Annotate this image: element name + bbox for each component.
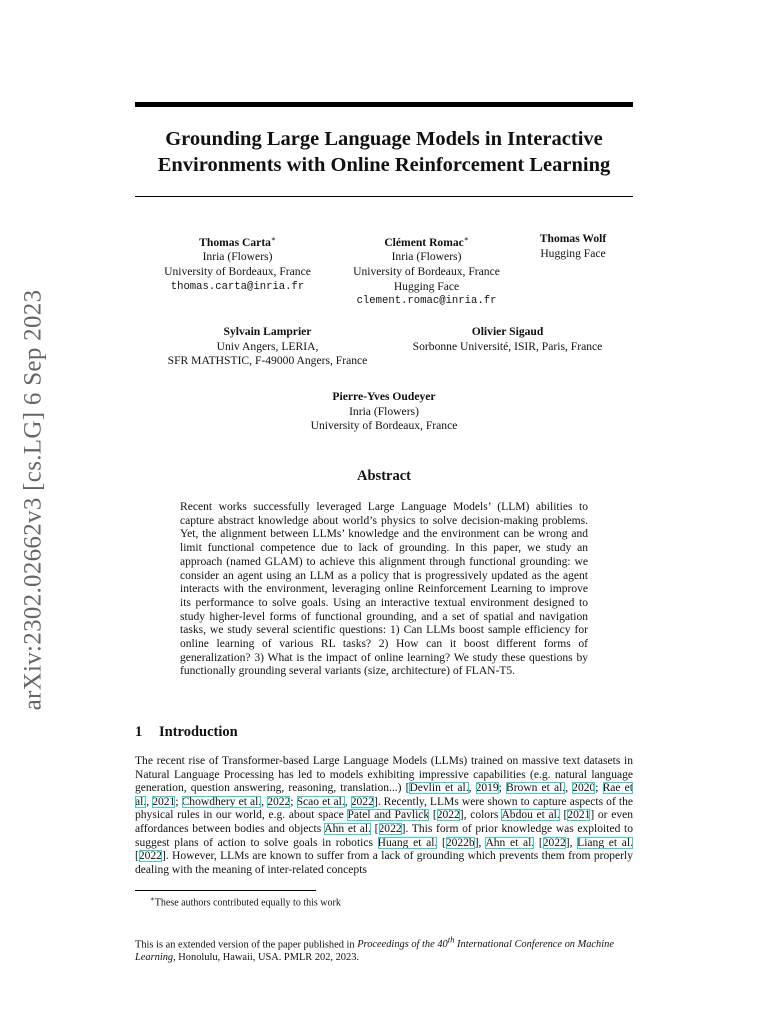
paper-title bbox=[135, 126, 633, 178]
citation-year-link[interactable]: 2022 bbox=[267, 795, 291, 808]
title-line-1: Grounding Large Language Models in Interactive bbox=[165, 128, 603, 150]
author-block bbox=[135, 232, 340, 294]
citation-link[interactable]: Patel and Pavlick bbox=[347, 809, 430, 822]
footnote-text: These authors contributed equally to this work bbox=[154, 897, 341, 909]
citation-link[interactable]: Ahn et al. bbox=[485, 836, 535, 849]
author-block bbox=[395, 325, 620, 354]
citation-year-link[interactable]: 2021 bbox=[567, 809, 591, 822]
author-affiliation: Sorbonne Université, ISIR, Paris, France bbox=[412, 339, 603, 353]
citation-link[interactable]: Huang et al. bbox=[377, 836, 438, 849]
citation-link[interactable]: Rae et al. bbox=[135, 782, 633, 808]
author-affiliation: University of Bordeaux, France bbox=[353, 265, 500, 279]
section-number: 1 bbox=[135, 724, 143, 740]
author-name: Thomas Carta∗ bbox=[199, 235, 276, 249]
author-block bbox=[334, 232, 519, 309]
author-block bbox=[525, 232, 621, 261]
author-affiliation: Hugging Face bbox=[393, 279, 460, 293]
intro-paragraph: The recent rise of Transformer-based Large Language Models (LLMs) trained on massive text datasets in Natural Language Processing has led to models exhibiting impressive capabilities (e.g. natural language generation, question answering, reasoning, translation...) [Devlin et al., 2019; Brown et al., 2020; Rae et al., 2021; Chowdhery et al., 2022; Scao et al., 2022]. Recently, LLMs were shown to capture aspects of the physical rules in our world, e.g. about space Patel and Pavlick [2022], colors Abdou et al. [2021] or even affordances between bodies and objects Ahn et al. [2022]. This form of prior knowledge was exploited to suggest plans of action to solve goals in robotics Huang et al. [2022b], Ahn et al. [2022], Liang et al. [2022]. However, LLMs are known to suffer from a lack of grounding which prevents them from properly dealing with the meaning of inter-related concepts bbox=[135, 755, 633, 876]
footnote-mark: ∗ bbox=[150, 895, 155, 903]
footnote bbox=[150, 895, 341, 908]
author-block bbox=[135, 325, 400, 369]
abstract-body: Recent works successfully leveraged Large Language Models’ (LLM) abilities to capture abstract knowledge about world’s physics to solve decision-making problems. Yet, the alignment between LLMs’ knowledge and the environment can be wrong and limit functional competence due to lack of grounding. In this paper, we study an approach (named GLAM) to achieve this alignment through functional grounding: we consider an agent using an LLM as a policy that is progressively updated as the agent interacts with the environment, leveraging online Reinforcement Learning to improve its performance to solve goals. Using an interactive textual environment designed to study higher-level forms of functional grounding, and a set of spatial and navigation tasks, we study several scientific questions: 1) Can LLMs boost sample efficiency for online learning of various RL tasks? 2) How can it boost different forms of generalization? 3) What is the impact of online learning? We study these questions by functionally grounding several variants (size, architecture) of FLAN-T5. bbox=[180, 501, 588, 678]
venue-name: Proceedings of the 40th International Conference on Machine Learning bbox=[135, 935, 614, 963]
citation-link[interactable]: Chowdhery et al. bbox=[181, 795, 262, 808]
abstract-heading: Abstract bbox=[357, 468, 411, 484]
citation-year-link[interactable]: 2022 bbox=[542, 836, 566, 849]
citation-link[interactable]: Scao et al. bbox=[296, 795, 345, 808]
author-email[interactable]: thomas.carta@inria.fr bbox=[170, 280, 305, 293]
citation-year-link[interactable]: 2022b bbox=[445, 836, 475, 849]
citation-year-link[interactable]: 2022 bbox=[138, 850, 162, 863]
citation-link[interactable]: Liang et al. bbox=[577, 836, 633, 849]
section-heading bbox=[135, 724, 238, 741]
citation-year-link[interactable]: 2022 bbox=[378, 822, 402, 835]
author-affiliation: SFR MATHSTIC, F-49000 Angers, France bbox=[167, 354, 368, 368]
author-affiliation: Inria (Flowers) bbox=[202, 250, 273, 264]
citation-link[interactable]: Brown et al. bbox=[506, 782, 566, 795]
author-name: Pierre-Yves Oudeyer bbox=[332, 390, 436, 403]
title-bottom-rule bbox=[135, 196, 633, 197]
citation-year-link[interactable]: 2020 bbox=[572, 782, 596, 795]
section-title: Introduction bbox=[159, 724, 238, 740]
citation-link[interactable]: Abdou et al. bbox=[501, 809, 560, 822]
arxiv-stamp bbox=[14, 285, 52, 715]
author-email[interactable]: clement.romac@inria.fr bbox=[356, 295, 497, 308]
citation-year-link[interactable]: 2022 bbox=[436, 809, 460, 822]
author-affiliation: Hugging Face bbox=[540, 246, 606, 260]
author-name: Sylvain Lamprier bbox=[223, 325, 312, 338]
citation-link[interactable]: Devlin et al. bbox=[409, 782, 469, 795]
author-name: Clément Romac∗ bbox=[384, 235, 469, 249]
author-affiliation: University of Bordeaux, France bbox=[164, 265, 311, 279]
author-affiliation: University of Bordeaux, France bbox=[310, 419, 458, 433]
author-affiliation: Inria (Flowers) bbox=[349, 404, 419, 418]
title-top-rule bbox=[135, 102, 633, 107]
citation-year-link[interactable]: 2019 bbox=[475, 782, 499, 795]
title-line-2: Environments with Online Reinforcement Learning bbox=[157, 154, 611, 176]
citation-link[interactable]: Ahn et al. bbox=[324, 822, 372, 835]
author-affiliation: Inria (Flowers) bbox=[391, 250, 462, 264]
footnote-rule bbox=[135, 890, 316, 891]
citation-year-link[interactable]: 2022 bbox=[350, 795, 374, 808]
author-name: Olivier Sigaud bbox=[471, 325, 544, 338]
author-block bbox=[284, 390, 484, 434]
citation-year-link[interactable]: 2021 bbox=[152, 795, 176, 808]
publication-note: This is an extended version of the paper published in Proceedings of the 40th International Conference on Machine Learning, Honolulu, Hawaii, USA. PMLR 202, 2023. bbox=[135, 935, 614, 963]
author-name: Thomas Wolf bbox=[539, 232, 607, 245]
arxiv-id: arXiv:2302.02662v3 [cs.LG] 6 Sep 2023 bbox=[19, 289, 46, 711]
author-affiliation: Univ Angers, LERIA, bbox=[216, 339, 319, 353]
